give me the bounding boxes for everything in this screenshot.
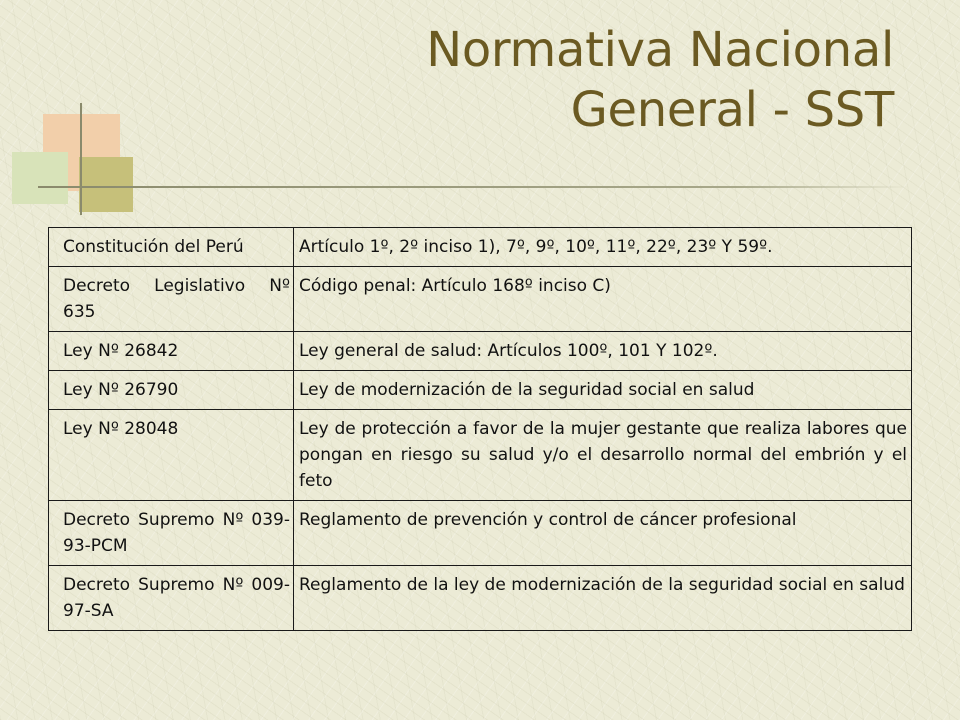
table-row bbox=[49, 566, 912, 631]
descripcion-cell: Código penal: Artículo 168º inciso C) bbox=[294, 267, 912, 332]
descripcion-cell: Ley de modernización de la seguridad social en salud bbox=[294, 371, 912, 410]
decor-square-olive bbox=[79, 157, 133, 212]
normativa-table bbox=[48, 227, 912, 631]
table-row bbox=[49, 501, 912, 566]
norma-cell: Decreto Supremo Nº 039-93-PCM bbox=[49, 501, 294, 566]
title-divider-line bbox=[38, 186, 910, 188]
norma-cell: Ley Nº 28048 bbox=[49, 410, 294, 501]
title-line-2: General - SST bbox=[570, 82, 894, 138]
descripcion-cell: Artículo 1º, 2º inciso 1), 7º, 9º, 10º, 11º, 22º, 23º Y 59º. bbox=[294, 228, 912, 267]
table-row bbox=[49, 410, 912, 501]
descripcion-cell: Ley de protección a favor de la mujer gestante que realiza labores que pongan en riesgo su salud y/o el desarrollo normal del embrión y el feto bbox=[294, 410, 912, 501]
table-row bbox=[49, 332, 912, 371]
slide-title bbox=[426, 20, 894, 140]
norma-cell: Decreto Legislativo Nº 635 bbox=[49, 267, 294, 332]
title-line-1: Normativa Nacional bbox=[426, 22, 894, 78]
decor-square-green bbox=[12, 152, 68, 204]
descripcion-cell: Reglamento de prevención y control de cáncer profesional bbox=[294, 501, 912, 566]
descripcion-cell: Reglamento de la ley de modernización de la seguridad social en salud bbox=[294, 566, 912, 631]
table-row bbox=[49, 267, 912, 332]
norma-cell: Decreto Supremo Nº 009-97-SA bbox=[49, 566, 294, 631]
table-row bbox=[49, 228, 912, 267]
norma-cell: Ley Nº 26842 bbox=[49, 332, 294, 371]
table-row bbox=[49, 371, 912, 410]
descripcion-cell: Ley general de salud: Artículos 100º, 101 Y 102º. bbox=[294, 332, 912, 371]
decor-vertical-line bbox=[80, 103, 82, 215]
norma-cell: Constitución del Perú bbox=[49, 228, 294, 267]
norma-cell: Ley Nº 26790 bbox=[49, 371, 294, 410]
